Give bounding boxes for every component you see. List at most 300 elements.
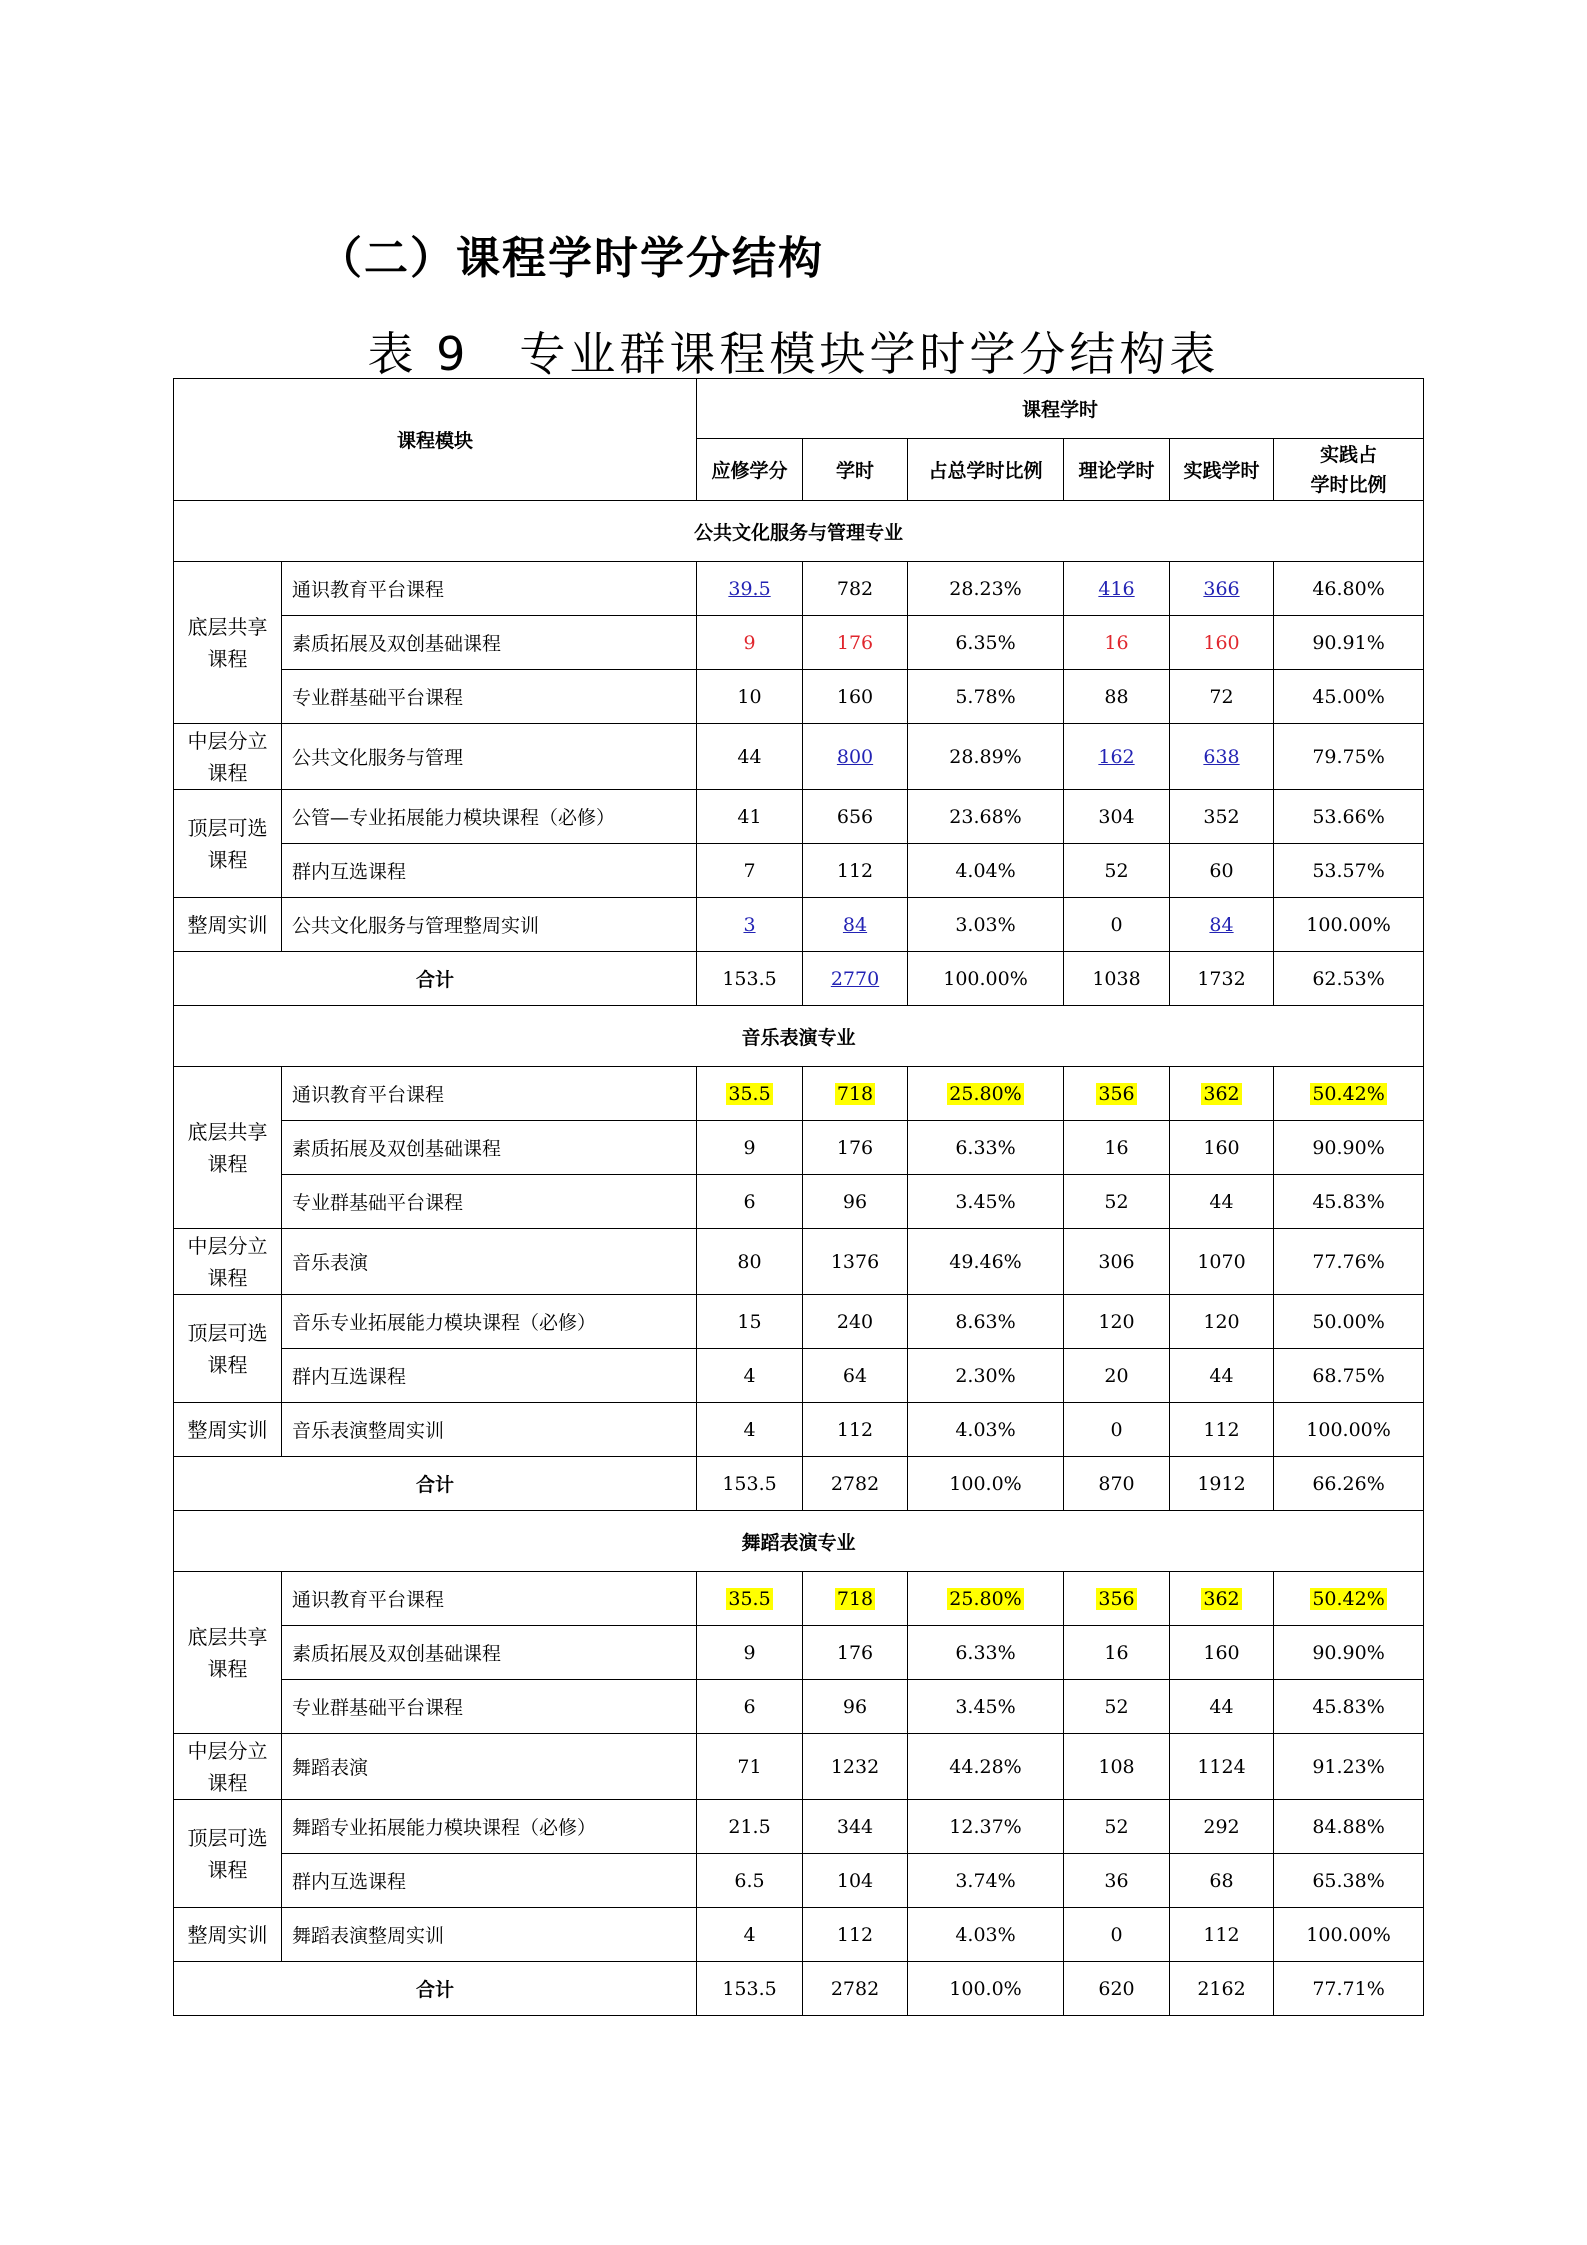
cell-share bbox=[908, 1067, 1064, 1121]
cell-share bbox=[908, 724, 1064, 790]
cell-value: 153.5 bbox=[722, 967, 777, 990]
total-label: 合计 bbox=[174, 1962, 697, 2016]
cell-value[interactable]: 84 bbox=[842, 913, 868, 936]
table-row bbox=[174, 844, 1424, 898]
cell-value: 304 bbox=[1098, 805, 1135, 828]
cell-practice-ratio bbox=[1274, 1626, 1424, 1680]
cell-value: 53.57% bbox=[1312, 859, 1385, 882]
cell-hours bbox=[803, 670, 908, 724]
cell-credits bbox=[697, 724, 803, 790]
cell-hours bbox=[803, 1626, 908, 1680]
cell-practice bbox=[1170, 1067, 1274, 1121]
total-practice bbox=[1170, 1962, 1274, 2016]
section-title: （二）课程学时学分结构 bbox=[318, 233, 824, 284]
cell-hours bbox=[803, 1295, 908, 1349]
total-practice-ratio bbox=[1274, 1457, 1424, 1511]
cell-practice-ratio bbox=[1274, 562, 1424, 616]
cell-practice bbox=[1170, 670, 1274, 724]
cell-value: 3.74% bbox=[955, 1869, 1016, 1892]
cell-hours bbox=[803, 1854, 908, 1908]
cell-practice-ratio bbox=[1274, 616, 1424, 670]
cell-value: 1912 bbox=[1197, 1472, 1246, 1495]
cell-value: 96 bbox=[842, 1695, 868, 1718]
course-name: 公共文化服务与管理 bbox=[282, 724, 697, 790]
cell-value: 71 bbox=[737, 1755, 762, 1778]
cell-practice bbox=[1170, 1229, 1274, 1295]
table-row bbox=[174, 1734, 1424, 1800]
cell-value: 45.00% bbox=[1312, 685, 1385, 708]
cell-theory bbox=[1064, 1734, 1170, 1800]
cell-value: 96 bbox=[842, 1190, 868, 1213]
cell-credits bbox=[697, 1295, 803, 1349]
cell-practice bbox=[1170, 790, 1274, 844]
cell-value: 46.80% bbox=[1312, 577, 1385, 600]
cell-value: 6.35% bbox=[955, 631, 1016, 654]
cell-value[interactable]: 638 bbox=[1203, 745, 1240, 768]
course-name: 音乐表演 bbox=[282, 1229, 697, 1295]
cell-theory bbox=[1064, 1229, 1170, 1295]
cell-practice-ratio bbox=[1274, 1680, 1424, 1734]
cell-value: 100.0% bbox=[949, 1977, 1022, 2000]
cell-value[interactable]: 366 bbox=[1203, 577, 1240, 600]
category-top: 顶层可选课程 bbox=[174, 1295, 282, 1403]
category-middle: 中层分立课程 bbox=[174, 1734, 282, 1800]
cell-value: 2782 bbox=[830, 1977, 880, 2000]
cell-value: 72 bbox=[1209, 685, 1234, 708]
cell-credits bbox=[697, 1800, 803, 1854]
cell-practice bbox=[1170, 1121, 1274, 1175]
cell-practice bbox=[1170, 1295, 1274, 1349]
cell-value: 9 bbox=[743, 631, 756, 654]
header-group: 课程学时 bbox=[697, 379, 1424, 439]
cell-value: 25.80% bbox=[949, 1082, 1022, 1105]
total-theory bbox=[1064, 1457, 1170, 1511]
cell-value: 292 bbox=[1203, 1815, 1240, 1838]
cell-practice-ratio bbox=[1274, 670, 1424, 724]
cell-practice bbox=[1170, 1800, 1274, 1854]
cell-value: 4.03% bbox=[955, 1923, 1016, 1946]
cell-practice bbox=[1170, 1349, 1274, 1403]
cell-value: 656 bbox=[836, 805, 874, 828]
cell-value: 7 bbox=[743, 859, 756, 882]
course-name: 素质拓展及双创基础课程 bbox=[282, 616, 697, 670]
cell-practice-ratio bbox=[1274, 1349, 1424, 1403]
cell-value: 35.5 bbox=[728, 1082, 771, 1105]
cell-hours bbox=[803, 1175, 908, 1229]
cell-share bbox=[908, 1626, 1064, 1680]
cell-value: 0 bbox=[1110, 913, 1123, 936]
total-practice bbox=[1170, 1457, 1274, 1511]
table-row bbox=[174, 1403, 1424, 1457]
table-body bbox=[174, 501, 1424, 2016]
cell-practice-ratio bbox=[1274, 1572, 1424, 1626]
total-row bbox=[174, 1457, 1424, 1511]
cell-value: 0 bbox=[1110, 1418, 1123, 1441]
cell-credits bbox=[697, 898, 803, 952]
cell-value: 112 bbox=[1203, 1418, 1240, 1441]
total-credits bbox=[697, 1962, 803, 2016]
table-row bbox=[174, 1295, 1424, 1349]
table-row bbox=[174, 724, 1424, 790]
cell-credits bbox=[697, 1626, 803, 1680]
cell-credits bbox=[697, 1734, 803, 1800]
course-name: 专业群基础平台课程 bbox=[282, 1680, 697, 1734]
total-share bbox=[908, 1457, 1064, 1511]
cell-practice bbox=[1170, 616, 1274, 670]
cell-hours bbox=[803, 1680, 908, 1734]
cell-value: 50.42% bbox=[1312, 1082, 1385, 1105]
table-row bbox=[174, 1908, 1424, 1962]
table-row bbox=[174, 1680, 1424, 1734]
cell-share bbox=[908, 670, 1064, 724]
cell-value: 362 bbox=[1203, 1082, 1240, 1105]
cell-value: 362 bbox=[1203, 1587, 1240, 1610]
cell-value: 9 bbox=[743, 1641, 756, 1664]
course-name: 素质拓展及双创基础课程 bbox=[282, 1626, 697, 1680]
cell-value: 44 bbox=[1209, 1364, 1234, 1387]
cell-value: 6.33% bbox=[955, 1641, 1016, 1664]
cell-value[interactable]: 800 bbox=[836, 745, 874, 768]
table-row bbox=[174, 1067, 1424, 1121]
cell-value: 4 bbox=[743, 1923, 756, 1946]
total-label: 合计 bbox=[174, 952, 697, 1006]
cell-hours bbox=[803, 1734, 908, 1800]
cell-value: 49.46% bbox=[949, 1250, 1022, 1273]
cell-value: 120 bbox=[1203, 1310, 1240, 1333]
total-practice-ratio bbox=[1274, 1962, 1424, 2016]
cell-value: 16 bbox=[1104, 1641, 1129, 1664]
cell-hours bbox=[803, 1121, 908, 1175]
cell-credits bbox=[697, 1229, 803, 1295]
cell-value: 1124 bbox=[1197, 1755, 1246, 1778]
cell-share bbox=[908, 1121, 1064, 1175]
category-bottom: 底层共享课程 bbox=[174, 1067, 282, 1229]
cell-value: 2.30% bbox=[955, 1364, 1016, 1387]
cell-practice bbox=[1170, 1175, 1274, 1229]
cell-share bbox=[908, 1349, 1064, 1403]
cell-practice bbox=[1170, 1403, 1274, 1457]
course-name: 舞蹈表演整周实训 bbox=[282, 1908, 697, 1962]
cell-value: 60 bbox=[1209, 859, 1234, 882]
cell-value: 90.90% bbox=[1312, 1641, 1385, 1664]
cell-value: 112 bbox=[836, 859, 874, 882]
total-theory bbox=[1064, 1962, 1170, 2016]
cell-value: 240 bbox=[836, 1310, 874, 1333]
cell-value: 3.45% bbox=[955, 1695, 1016, 1718]
cell-practice-ratio bbox=[1274, 1734, 1424, 1800]
cell-value: 4.04% bbox=[955, 859, 1016, 882]
cell-share bbox=[908, 1403, 1064, 1457]
cell-value: 108 bbox=[1098, 1755, 1135, 1778]
cell-value: 2162 bbox=[1197, 1977, 1246, 2000]
cell-theory bbox=[1064, 1680, 1170, 1734]
cell-theory bbox=[1064, 1908, 1170, 1962]
cell-value: 2782 bbox=[830, 1472, 880, 1495]
cell-theory bbox=[1064, 1572, 1170, 1626]
cell-hours bbox=[803, 1800, 908, 1854]
cell-value: 356 bbox=[1098, 1587, 1135, 1610]
course-name: 音乐表演整周实训 bbox=[282, 1403, 697, 1457]
cell-value: 21.5 bbox=[728, 1815, 771, 1838]
total-practice-ratio bbox=[1274, 952, 1424, 1006]
course-name: 舞蹈专业拓展能力模块课程（必修） bbox=[282, 1800, 697, 1854]
header-theory: 理论学时 bbox=[1064, 439, 1170, 501]
cell-theory bbox=[1064, 1067, 1170, 1121]
cell-value: 153.5 bbox=[722, 1472, 777, 1495]
cell-hours bbox=[803, 1403, 908, 1457]
cell-value: 16 bbox=[1104, 631, 1129, 654]
cell-value: 870 bbox=[1098, 1472, 1135, 1495]
cell-practice-ratio bbox=[1274, 724, 1424, 790]
cell-value: 28.23% bbox=[949, 577, 1022, 600]
major-heading: 音乐表演专业 bbox=[174, 1006, 1424, 1067]
cell-credits bbox=[697, 790, 803, 844]
cell-value: 45.83% bbox=[1312, 1190, 1385, 1213]
cell-value: 90.90% bbox=[1312, 1136, 1385, 1159]
cell-value: 6 bbox=[743, 1695, 756, 1718]
cell-share bbox=[908, 898, 1064, 952]
cell-value: 88 bbox=[1104, 685, 1129, 708]
major-heading: 舞蹈表演专业 bbox=[174, 1511, 1424, 1572]
cell-value: 100.00% bbox=[1306, 913, 1391, 936]
course-name: 通识教育平台课程 bbox=[282, 1067, 697, 1121]
cell-value: 104 bbox=[836, 1869, 874, 1892]
header-hours: 学时 bbox=[803, 439, 908, 501]
cell-value: 15 bbox=[737, 1310, 762, 1333]
cell-practice bbox=[1170, 898, 1274, 952]
cell-value: 620 bbox=[1098, 1977, 1135, 2000]
cell-credits bbox=[697, 1854, 803, 1908]
table-row bbox=[174, 1121, 1424, 1175]
cell-practice-ratio bbox=[1274, 1403, 1424, 1457]
category-top: 顶层可选课程 bbox=[174, 1800, 282, 1908]
cell-value: 23.68% bbox=[949, 805, 1022, 828]
cell-credits bbox=[697, 1067, 803, 1121]
cell-credits bbox=[697, 670, 803, 724]
course-name: 公共文化服务与管理整周实训 bbox=[282, 898, 697, 952]
cell-share bbox=[908, 1572, 1064, 1626]
cell-practice-ratio bbox=[1274, 1854, 1424, 1908]
cell-value: 160 bbox=[1203, 1641, 1240, 1664]
cell-practice bbox=[1170, 844, 1274, 898]
cell-hours bbox=[803, 724, 908, 790]
cell-value[interactable]: 84 bbox=[1209, 913, 1234, 936]
cell-share bbox=[908, 1229, 1064, 1295]
header-credits: 应修学分 bbox=[697, 439, 803, 501]
course-name: 群内互选课程 bbox=[282, 1854, 697, 1908]
header-module: 课程模块 bbox=[174, 379, 697, 501]
table-title: 表 9 专业群课程模块学时学分结构表 bbox=[367, 327, 1220, 381]
cell-value: 77.76% bbox=[1312, 1250, 1385, 1273]
cell-practice bbox=[1170, 562, 1274, 616]
cell-practice-ratio bbox=[1274, 844, 1424, 898]
cell-share bbox=[908, 1295, 1064, 1349]
cell-value: 84.88% bbox=[1312, 1815, 1385, 1838]
cell-value: 3.03% bbox=[955, 913, 1016, 936]
cell-hours bbox=[803, 790, 908, 844]
cell-practice bbox=[1170, 1854, 1274, 1908]
cell-theory bbox=[1064, 670, 1170, 724]
cell-theory bbox=[1064, 844, 1170, 898]
total-credits bbox=[697, 952, 803, 1006]
header-share: 占总学时比例 bbox=[908, 439, 1064, 501]
cell-value: 4.03% bbox=[955, 1418, 1016, 1441]
cell-share bbox=[908, 1680, 1064, 1734]
cell-practice-ratio bbox=[1274, 790, 1424, 844]
header-practice: 实践学时 bbox=[1170, 439, 1274, 501]
cell-hours bbox=[803, 1067, 908, 1121]
cell-value: 10 bbox=[737, 685, 762, 708]
cell-practice bbox=[1170, 1734, 1274, 1800]
table-row bbox=[174, 790, 1424, 844]
cell-theory bbox=[1064, 1349, 1170, 1403]
cell-value: 25.80% bbox=[949, 1587, 1022, 1610]
course-name: 专业群基础平台课程 bbox=[282, 1175, 697, 1229]
cell-share bbox=[908, 1854, 1064, 1908]
cell-value: 6 bbox=[743, 1190, 756, 1213]
cell-value: 41 bbox=[737, 805, 762, 828]
cell-value: 356 bbox=[1098, 1082, 1135, 1105]
cell-credits bbox=[697, 1121, 803, 1175]
cell-value: 100.00% bbox=[943, 967, 1028, 990]
category-bottom: 底层共享课程 bbox=[174, 562, 282, 724]
cell-share bbox=[908, 1175, 1064, 1229]
table-row bbox=[174, 1626, 1424, 1680]
cell-value: 1070 bbox=[1197, 1250, 1246, 1273]
cell-practice-ratio bbox=[1274, 898, 1424, 952]
cell-value: 44.28% bbox=[949, 1755, 1022, 1778]
cell-value: 160 bbox=[1203, 1136, 1240, 1159]
cell-value: 718 bbox=[836, 1082, 874, 1105]
cell-value: 35.5 bbox=[728, 1587, 771, 1610]
table-row bbox=[174, 1800, 1424, 1854]
cell-value: 1732 bbox=[1197, 967, 1246, 990]
cell-value: 100.00% bbox=[1306, 1418, 1391, 1441]
cell-hours bbox=[803, 844, 908, 898]
cell-value: 44 bbox=[737, 745, 762, 768]
cell-hours bbox=[803, 1229, 908, 1295]
cell-value: 50.42% bbox=[1312, 1587, 1385, 1610]
cell-value: 64 bbox=[842, 1364, 868, 1387]
total-row bbox=[174, 952, 1424, 1006]
cell-theory bbox=[1064, 1403, 1170, 1457]
cell-value: 44 bbox=[1209, 1190, 1234, 1213]
cell-share bbox=[908, 616, 1064, 670]
cell-practice-ratio bbox=[1274, 1229, 1424, 1295]
cell-practice bbox=[1170, 1572, 1274, 1626]
cell-value: 79.75% bbox=[1312, 745, 1385, 768]
cell-credits bbox=[697, 616, 803, 670]
course-name: 专业群基础平台课程 bbox=[282, 670, 697, 724]
cell-value: 52 bbox=[1104, 1190, 1129, 1213]
cell-value: 4 bbox=[743, 1418, 756, 1441]
cell-share bbox=[908, 790, 1064, 844]
cell-value[interactable]: 3 bbox=[743, 913, 756, 936]
cell-practice-ratio bbox=[1274, 1067, 1424, 1121]
table-row bbox=[174, 616, 1424, 670]
cell-share bbox=[908, 1734, 1064, 1800]
cell-value: 1232 bbox=[830, 1755, 880, 1778]
cell-value[interactable]: 416 bbox=[1098, 577, 1135, 600]
cell-value[interactable]: 162 bbox=[1098, 745, 1135, 768]
course-name: 素质拓展及双创基础课程 bbox=[282, 1121, 697, 1175]
cell-theory bbox=[1064, 724, 1170, 790]
cell-share bbox=[908, 1908, 1064, 1962]
total-row bbox=[174, 1962, 1424, 2016]
table-row bbox=[174, 670, 1424, 724]
category-week: 整周实训 bbox=[174, 1908, 282, 1962]
cell-hours bbox=[803, 1349, 908, 1403]
cell-practice bbox=[1170, 724, 1274, 790]
cell-hours bbox=[803, 616, 908, 670]
course-name: 群内互选课程 bbox=[282, 1349, 697, 1403]
cell-practice-ratio bbox=[1274, 1800, 1424, 1854]
table-row bbox=[174, 562, 1424, 616]
course-structure-table bbox=[173, 378, 1424, 2016]
cell-value: 6.33% bbox=[955, 1136, 1016, 1159]
cell-value[interactable]: 2770 bbox=[830, 967, 880, 990]
cell-practice bbox=[1170, 1680, 1274, 1734]
cell-value: 52 bbox=[1104, 1695, 1129, 1718]
course-name: 通识教育平台课程 bbox=[282, 1572, 697, 1626]
cell-credits bbox=[697, 1403, 803, 1457]
cell-practice-ratio bbox=[1274, 1175, 1424, 1229]
cell-hours bbox=[803, 1572, 908, 1626]
cell-value: 160 bbox=[836, 685, 874, 708]
cell-value: 176 bbox=[836, 1136, 874, 1159]
table-row bbox=[174, 1854, 1424, 1908]
cell-value: 1038 bbox=[1092, 967, 1141, 990]
cell-hours bbox=[803, 898, 908, 952]
cell-value: 176 bbox=[836, 1641, 874, 1664]
cell-value: 20 bbox=[1104, 1364, 1129, 1387]
cell-value[interactable]: 39.5 bbox=[728, 577, 771, 600]
cell-theory bbox=[1064, 1175, 1170, 1229]
category-middle: 中层分立课程 bbox=[174, 724, 282, 790]
category-middle: 中层分立课程 bbox=[174, 1229, 282, 1295]
cell-theory bbox=[1064, 1295, 1170, 1349]
course-name: 舞蹈表演 bbox=[282, 1734, 697, 1800]
cell-value: 112 bbox=[836, 1418, 874, 1441]
cell-credits bbox=[697, 1572, 803, 1626]
cell-value: 5.78% bbox=[955, 685, 1016, 708]
cell-value: 53.66% bbox=[1312, 805, 1385, 828]
cell-credits bbox=[697, 1908, 803, 1962]
cell-value: 112 bbox=[1203, 1923, 1240, 1946]
total-share bbox=[908, 952, 1064, 1006]
cell-value: 44 bbox=[1209, 1695, 1234, 1718]
cell-value: 153.5 bbox=[722, 1977, 777, 2000]
cell-value: 91.23% bbox=[1312, 1755, 1385, 1778]
course-name: 群内互选课程 bbox=[282, 844, 697, 898]
cell-value: 36 bbox=[1104, 1869, 1129, 1892]
cell-practice bbox=[1170, 1908, 1274, 1962]
cell-hours bbox=[803, 562, 908, 616]
cell-theory bbox=[1064, 790, 1170, 844]
cell-theory bbox=[1064, 1626, 1170, 1680]
cell-value: 45.83% bbox=[1312, 1695, 1385, 1718]
header-practice-ratio: 实践占 学时比例 bbox=[1274, 439, 1424, 501]
cell-value: 782 bbox=[836, 577, 874, 600]
cell-value: 100.00% bbox=[1306, 1923, 1391, 1946]
cell-value: 4 bbox=[743, 1364, 756, 1387]
table-row bbox=[174, 1175, 1424, 1229]
table-row bbox=[174, 1229, 1424, 1295]
cell-value: 77.71% bbox=[1312, 1977, 1385, 2000]
cell-value: 306 bbox=[1098, 1250, 1135, 1273]
cell-value: 718 bbox=[836, 1587, 874, 1610]
cell-share bbox=[908, 562, 1064, 616]
